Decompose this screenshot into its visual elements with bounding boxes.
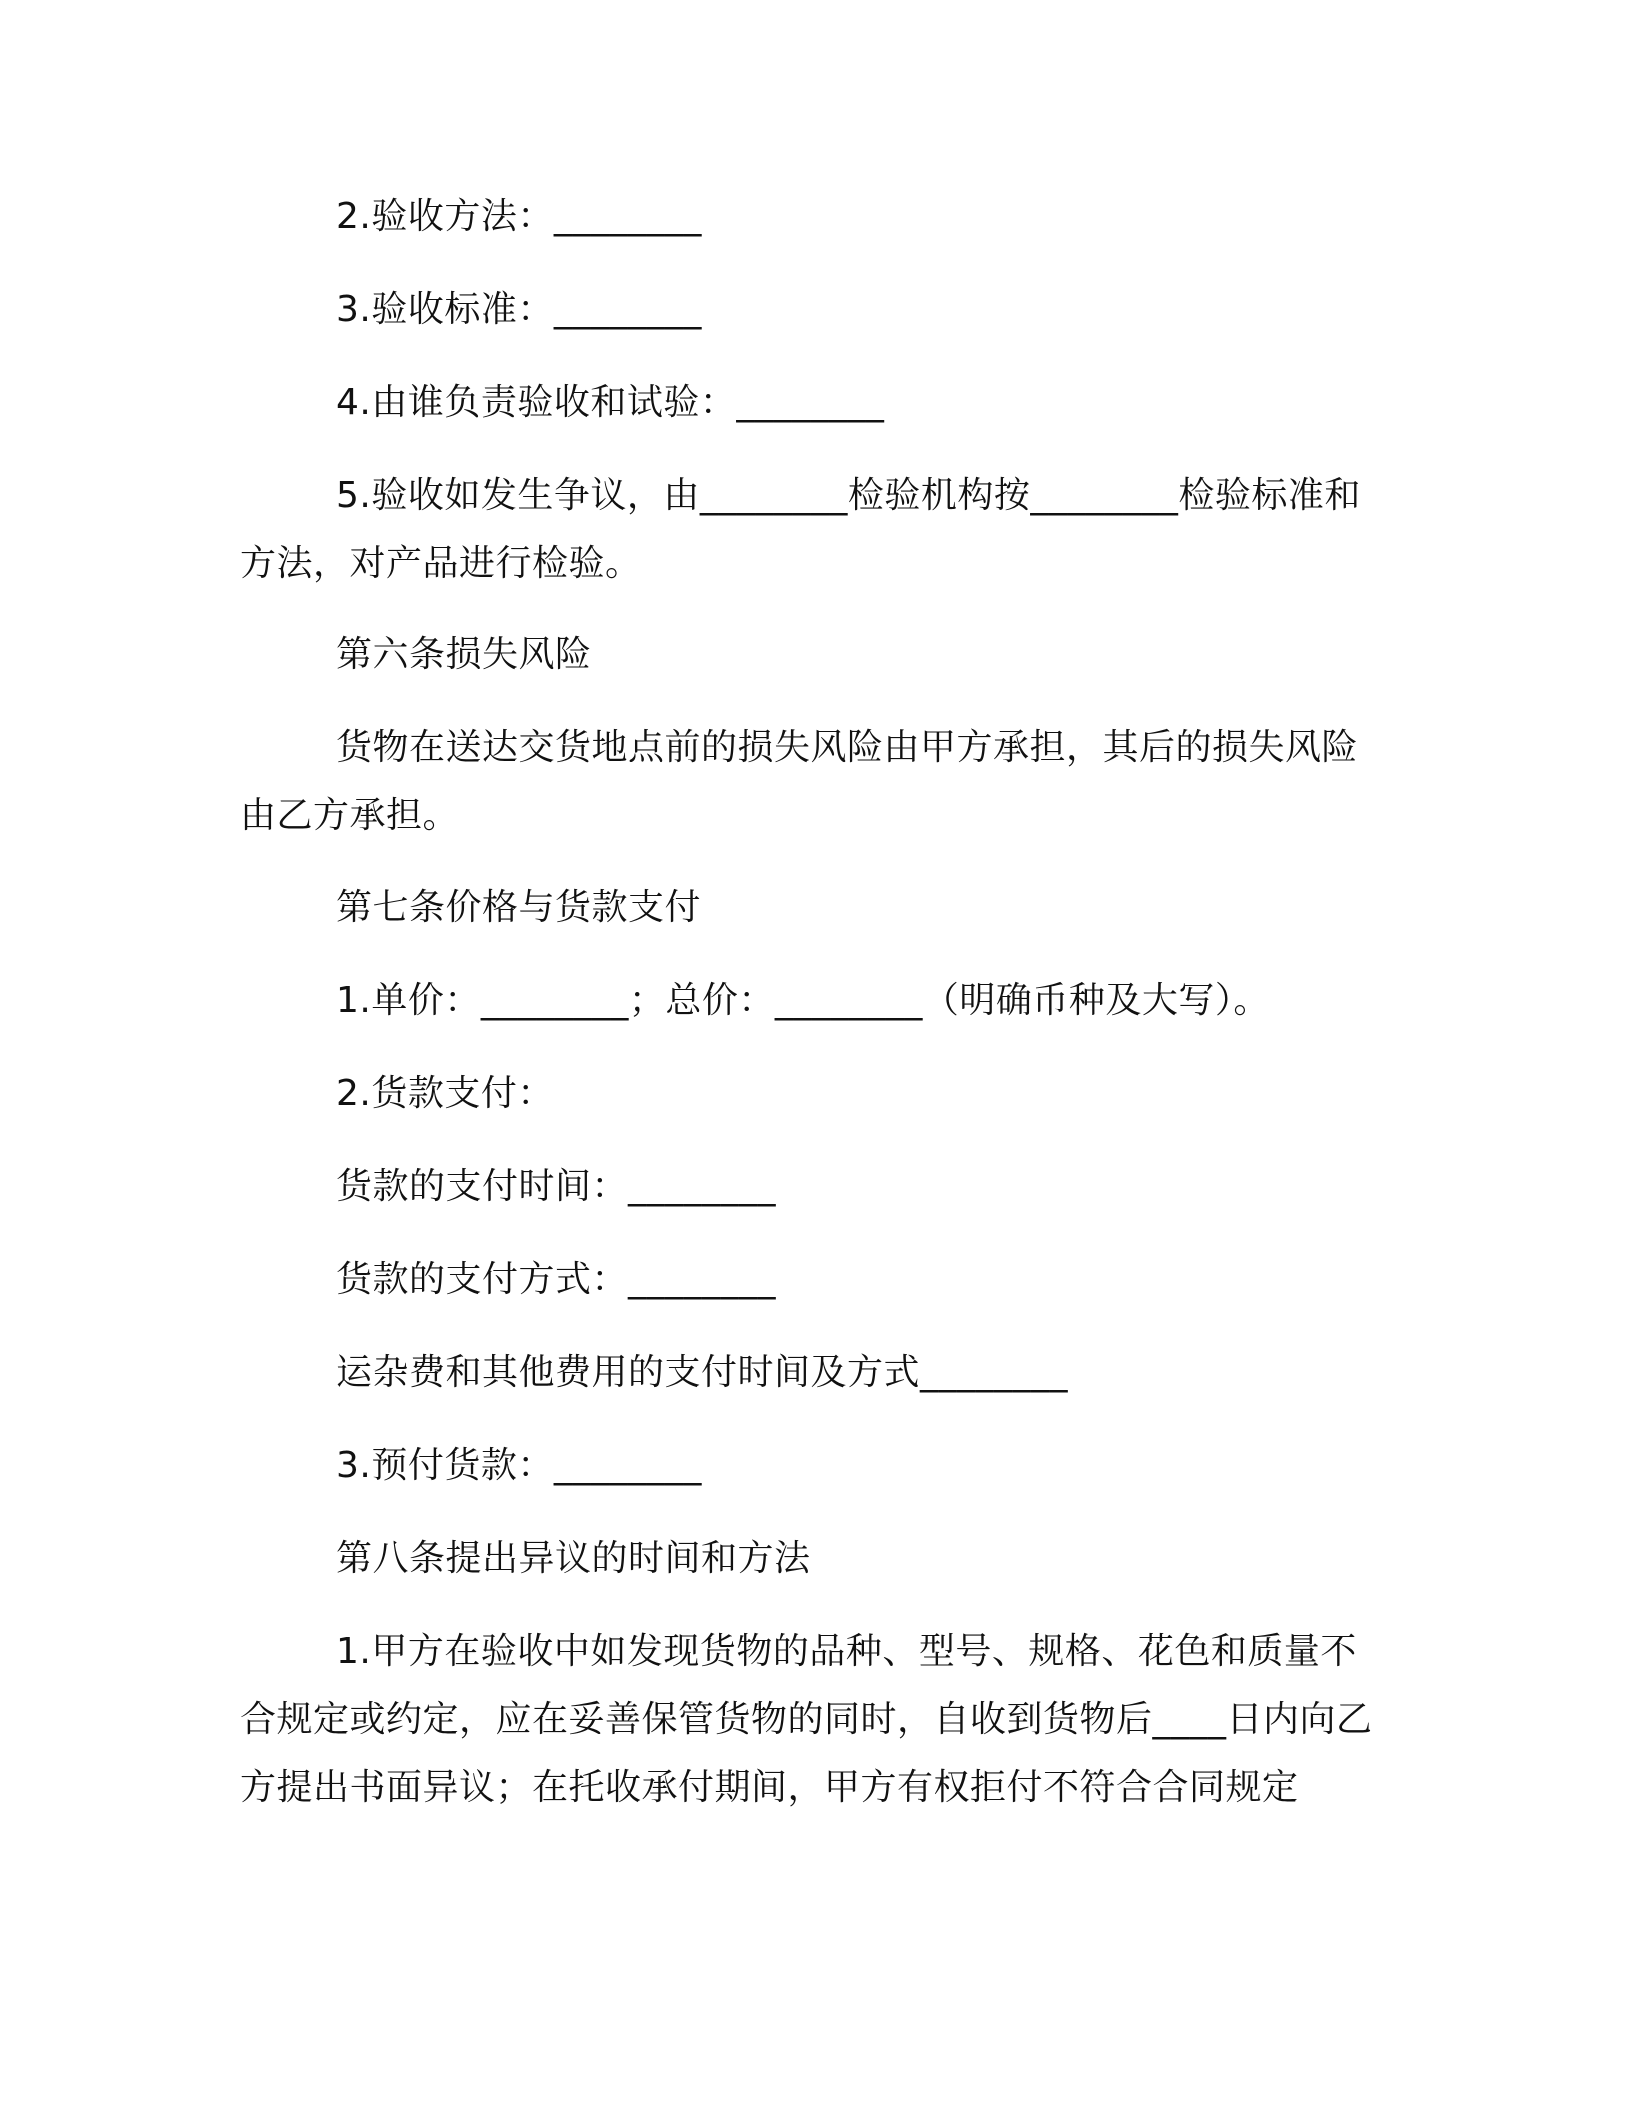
heading-article-eight: 第八条提出异议的时间和方法 — [336, 1538, 811, 1579]
paragraph-loss-risk: 货物在送达交货地点前的损失风险由甲方承担，其后的损失风险由乙方承担。 — [240, 727, 1359, 836]
paragraph-payment-method: 货款的支付方式：________ — [336, 1259, 777, 1300]
paragraph-prepayment: 3.预付货款：________ — [336, 1445, 702, 1486]
paragraph-objection: 1.甲方在验收中如发现货物的品种、型号、规格、花色和质量不合规定或约定，应在妥善保管货物的同时，自收到货物后____日内向乙方提出书面异议；在托收承付期间，甲方有权拒付不符合合同规定 — [240, 1631, 1373, 1808]
paragraph-unit-price: 1.单价：________；总价：________（明确币种及大写）。 — [336, 980, 1270, 1021]
paragraph-payment: 2.货款支付： — [336, 1073, 554, 1114]
paragraph-freight-payment: 运杂费和其他费用的支付时间及方式________ — [336, 1352, 1069, 1393]
heading-article-six: 第六条损失风险 — [336, 634, 592, 675]
paragraph-inspection-method: 2.验收方法：________ — [336, 196, 702, 237]
heading-article-seven: 第七条价格与货款支付 — [336, 887, 702, 928]
paragraph-payment-time: 货款的支付时间：________ — [336, 1166, 777, 1207]
paragraph-inspection-responsible: 4.由谁负责验收和试验：________ — [336, 382, 885, 423]
paragraph-inspection-dispute: 5.验收如发生争议，由________检验机构按________检验标准和方法，对产品进行检验。 — [240, 475, 1361, 584]
paragraph-inspection-standard: 3.验收标准：________ — [336, 289, 702, 330]
